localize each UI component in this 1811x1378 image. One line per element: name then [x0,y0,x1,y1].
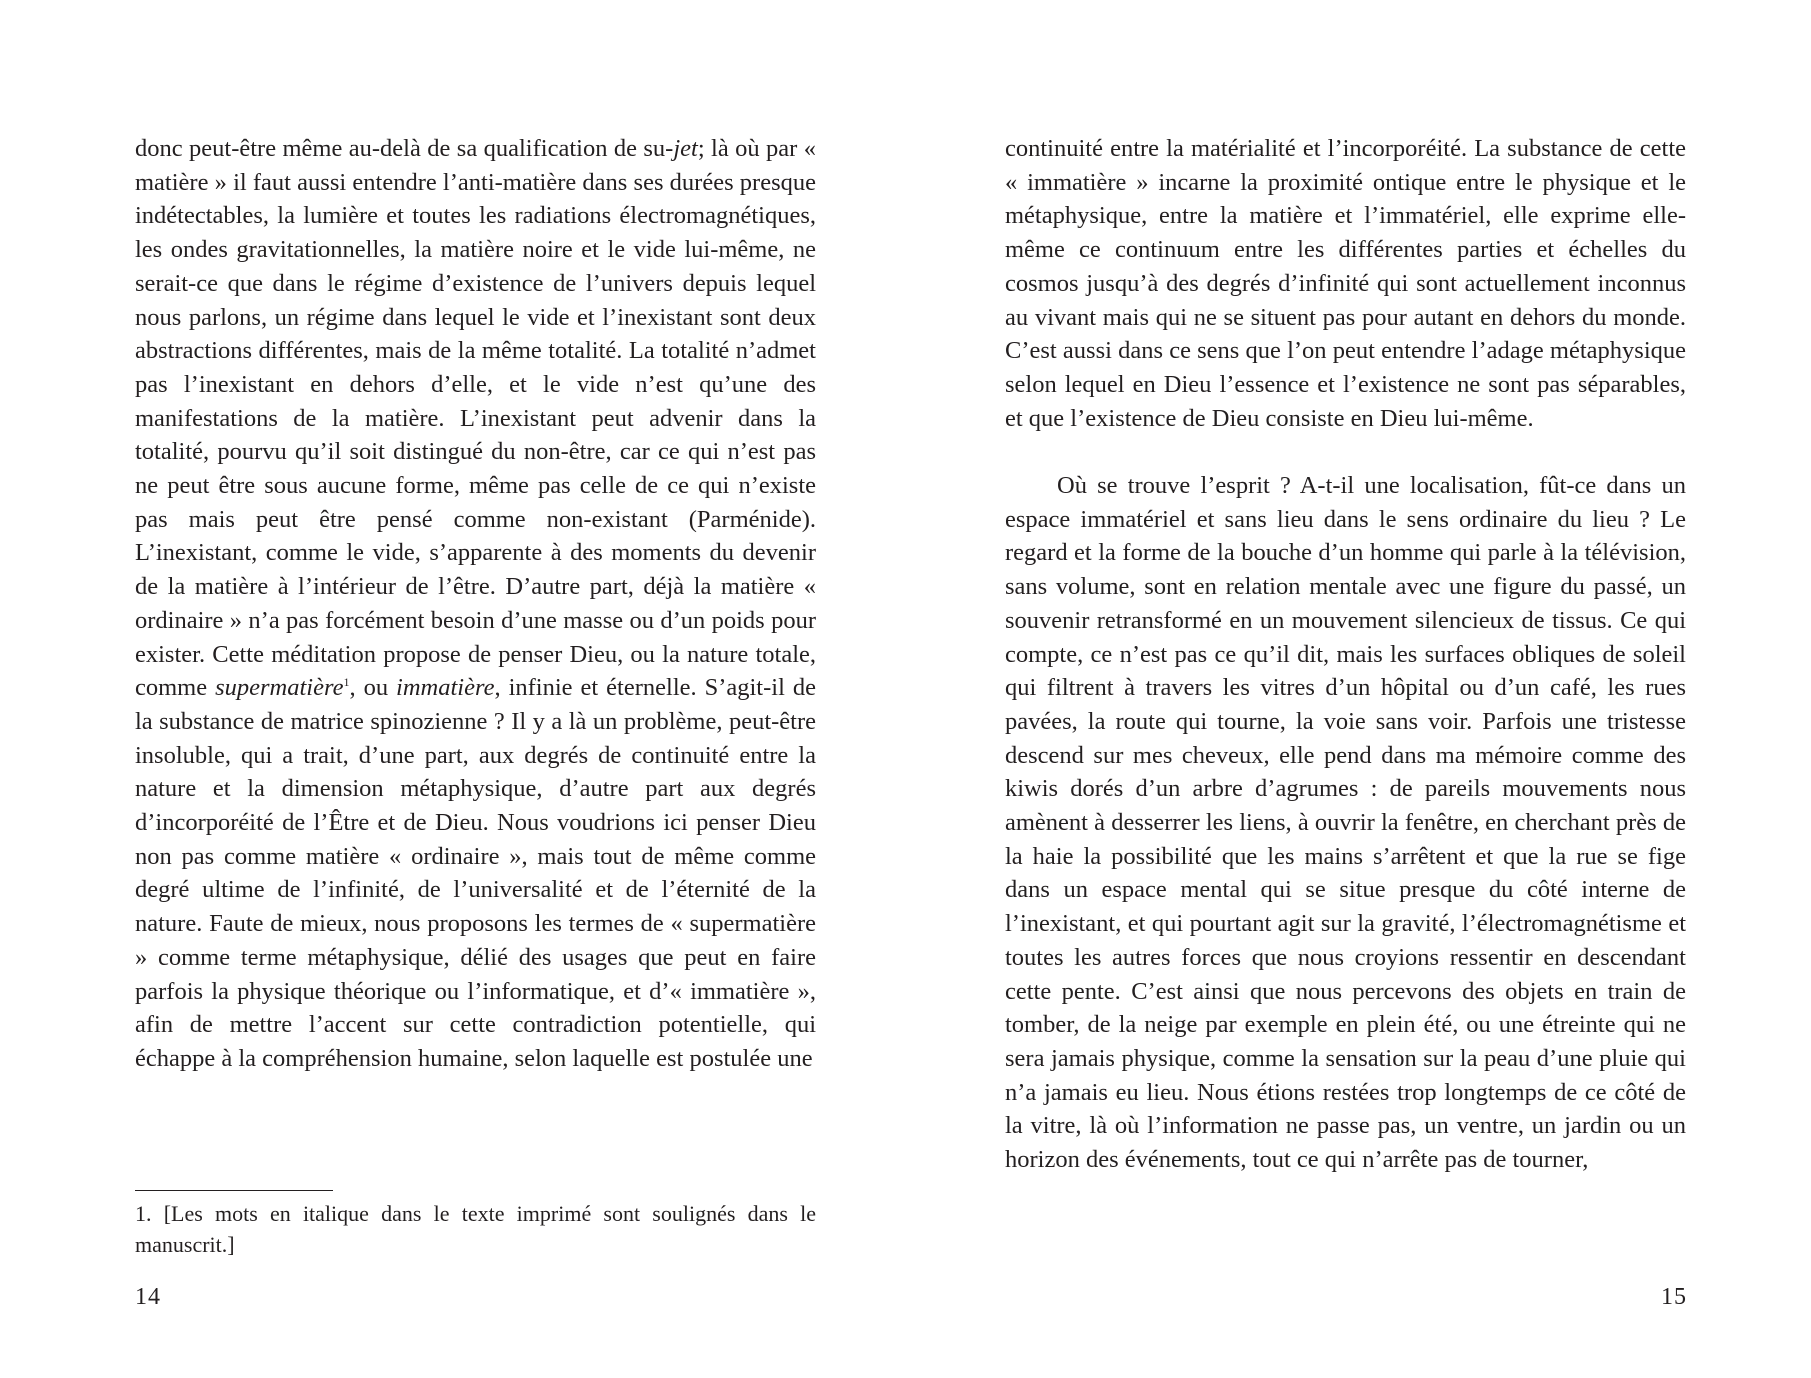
text-run: ; là où par « matière » il faut aussi entendre l’anti-matière dans ses durées presque indétectables, la lumière et toutes les radiations électromagnétiques, les ondes gravitationnelles, la matière noire et le vide lui-même, ne serait-ce que dans le régime d’existence de l’univers depuis lequel nous parlons, un régime dans lequel le vide et l’inexistant sont deux abstractions différentes, mais de la même totalité. La totalité n’admet pas l’inexistant en dehors d’elle, et le vide n’est qu’une des manifestations de la matière. L’inexistant peut advenir dans la totalité, pourvu qu’il soit distingué du non-être, car ce qui n’est pas ne peut être sous aucune forme, même pas celle de ce qui n’existe pas mais peut être pensé comme non-existant (Parménide). L’inexistant, comme le vide, s’apparente à des moments du devenir de la matière à l’intérieur de l’être. D’autre part, déjà la matière « ordinaire » n’a pas forcément besoin d’une masse ou d’un poids pour exister. Cette méditation propose de penser Dieu, ou la nature totale, comme [135,135,816,702]
footnote-divider [135,1190,333,1191]
page-number: 15 [1661,1284,1687,1310]
paragraph-gap [1005,435,1686,469]
left-paragraph [135,132,816,1076]
footnote-ref: 1 [343,675,350,690]
text-run: donc peut-être même au-delà de sa qualification de su- [135,135,674,162]
italic-run: jet [673,135,698,162]
text-run: , infinie et éternelle. S’agit-il de la substance de matrice spinozienne ? Il y a là un problème, peut-être insoluble, qui a trait, d’une part, aux degrés de continuité entre la nature et la dimension métaphysique, d’autre part aux degrés d’incorporéité de l’Être et de Dieu. Nous voudrions ici penser Dieu non pas comme matière « ordinaire », mais tout de même comme degré ultime de l’infinité, de l’universalité et de l’éternité de la nature. Faute de mieux, nous proposons les termes de « supermatière » comme terme métaphysique, délié des usages que peut en faire parfois la physique théorique ou l’informatique, et d’« immatière », afin de mettre l’accent sur cette contradiction potentielle, qui échappe à la compréhension humaine, selon laquelle est postulée une [135,674,816,1072]
page-number: 14 [135,1284,161,1310]
footnote: 1. [Les mots en italique dans le texte imprimé sont soulignés dans le manuscrit.] [135,1201,816,1257]
left-page-body [135,132,816,1076]
italic-run: supermatière [215,674,344,702]
left-page [0,0,905,1378]
right-page [905,0,1811,1378]
right-page-body [1005,132,1686,1177]
italic-run: immatière [396,674,495,702]
right-paragraph-2: Où se trouve l’esprit ? A-t-il une localisation, fût-ce dans un espace immatériel et sans lieu dans le sens ordinaire du lieu ? Le regard et la forme de la bouche d’un homme qui parle à la télévision, sans volume, sont en relation mentale avec une figure du passé, un souvenir retransformé en un mouvement silencieux de tissus. Ce qui compte, ce n’est pas ce qu’il dit, mais les surfaces obliques de soleil qui filtrent à travers les vitres d’un hôpital ou d’un café, les rues pavées, la route qui tourne, la voie sans voir. Parfois une tristesse descend sur mes cheveux, elle pend dans ma mémoire comme des kiwis dorés d’un arbre d’agrumes : de pareils mouvements nous amènent à desserrer les liens, à ouvrir la fenêtre, en cherchant près de la haie la possibilité que les mains s’arrêtent et que la rue se fige dans un espace mental qui se situe presque du côté interne de l’inexistant, et qui pourtant agit sur la gravité, l’électromagnétisme et toutes les autres forces que nous croyions ressentir en descendant cette pente. C’est ainsi que nous percevons des objets en train de tomber, de la neige par exemple en plein été, ou une étreinte qui ne sera jamais physique, comme la sensation sur la peau d’une pluie qui n’a jamais eu lieu. Nous étions restées trop longtemps de ce côté de la vitre, là où l’information ne passe pas, un ventre, un jardin ou un horizon des événements, tout ce qui n’arrête pas de tourner, [1005,472,1686,1174]
right-paragraph-1: continuité entre la matérialité et l’incorporéité. La substance de cette « immatière » incarne la proximité ontique entre le physique et le métaphysique, entre la matière et l’immatériel, elle exprime elle-même ce continuum entre les différentes parties et échelles du cosmos jusqu’à des degrés d’infinité qui sont actuellement inconnus au vivant mais qui ne se situent pas pour autant en dehors du monde. C’est aussi dans ce sens que l’on peut entendre l’adage métaphysique selon lequel en Dieu l’essence et l’existence ne sont pas séparables, et que l’existence de Dieu consiste en Dieu lui-même. [1005,135,1686,432]
text-run: , ou [349,674,397,702]
